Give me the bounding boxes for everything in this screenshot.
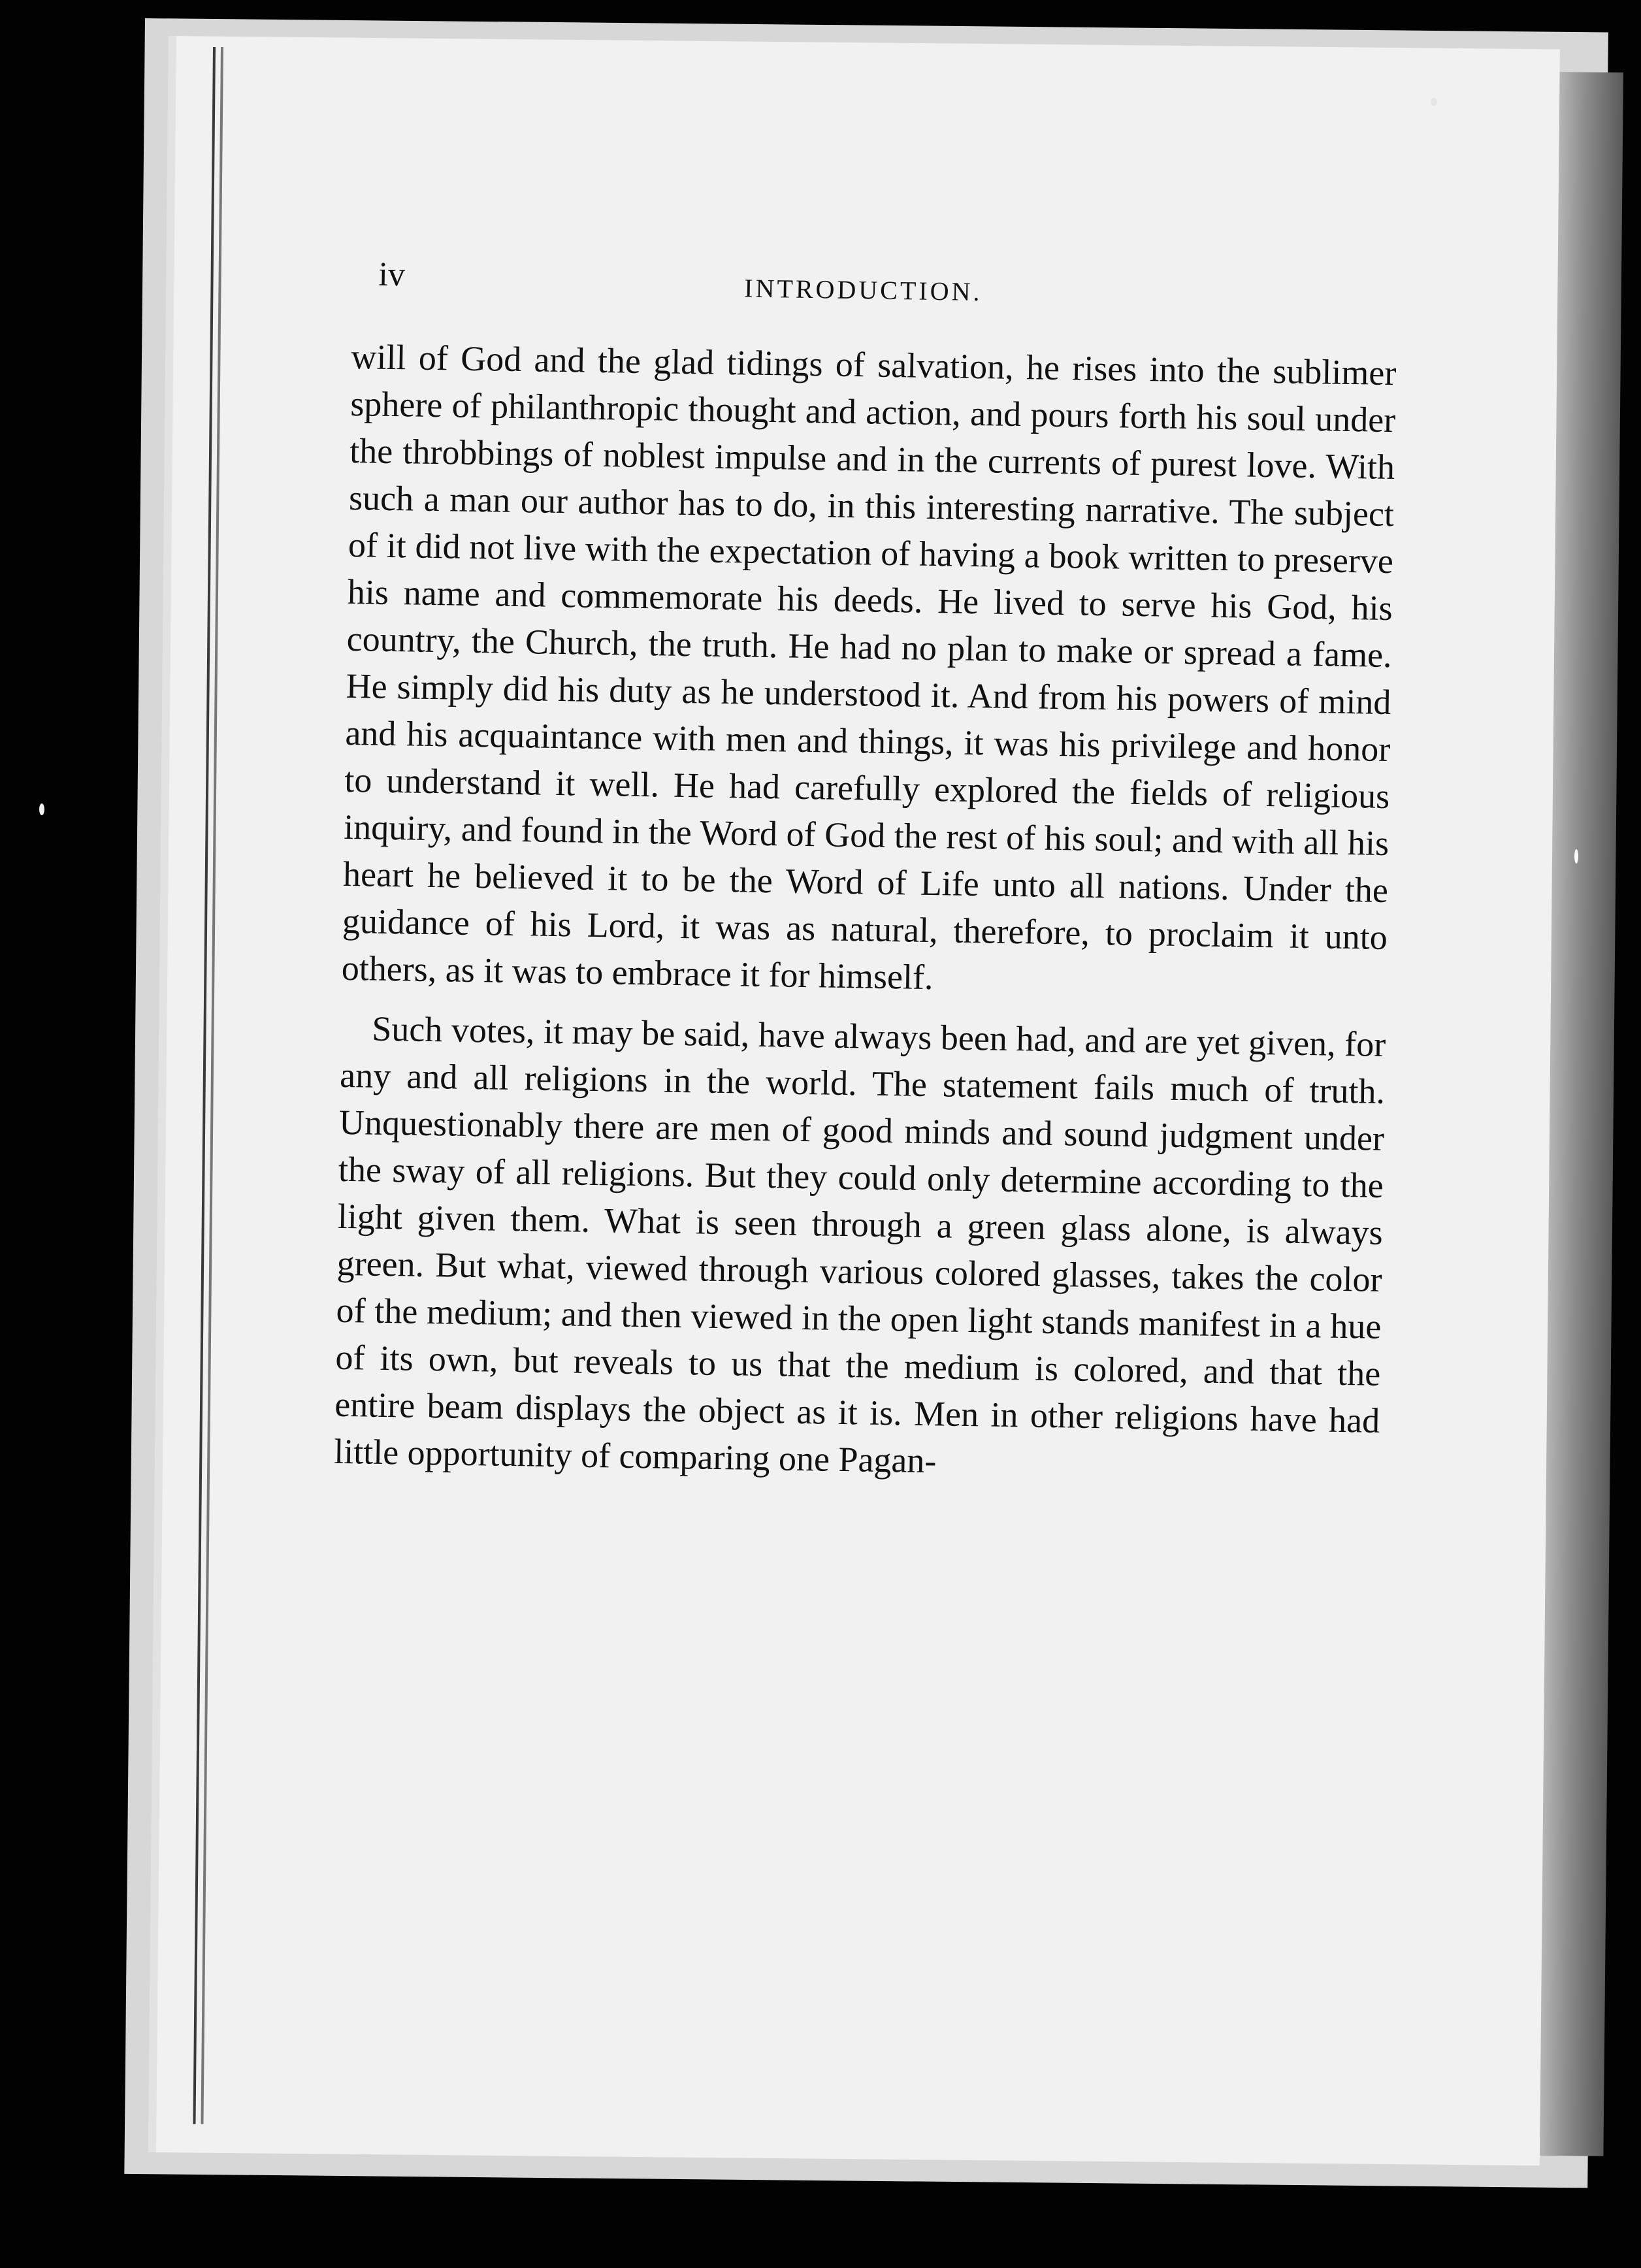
dust-speck [1574, 849, 1578, 864]
dust-speck [1431, 98, 1437, 106]
page-header [351, 255, 1398, 349]
paragraph: will of God and the glad tidings of salvation, he rises into the sublimer sphere of philanthropic thought and action, and pours forth his soul under the throbbings of noblest impulse and in the currents of purest love. With such a man our author has to do, in this interesting narrative. The subject of it did not live with the expectation of having a book written to preserve his name and commemorate his deeds. He lived to serve his God, his country, the Church, the truth. He had no plan to make or spread a fame. He simply did his duty as he understood it. And from his powers of mind and his acquaintance with men and things, it was his privilege and honor to understand it well. He had carefully explored the fields of religious inquiry, and found in the Word of God the rest of his soul; and with all his heart he believed it to be the Word of Life unto all nations. Under the guidance of his Lord, it was as natural, therefore, to proclaim it unto others, as it was to embrace it for himself. [341, 336, 1397, 997]
page-number: iv [378, 255, 406, 294]
running-head: INTRODUCTION. [743, 273, 983, 307]
paragraph: Such votes, it may be said, have always been had, and are yet given, for any and all religions in the world. The statement fails much of truth. Unquestionably there are men of good minds and sound judgment under the sway of all religions. But they could only determine according to the light given them. What is seen through a green glass alone, is always green. But what, viewed through various colored glasses, takes the color of the medium; and then viewed in the open light stands manifest in a hue of its own, but reveals to us that the medium is colored, and that the entire beam displays the object as it is. Men in other religions have had little opportunity of comparing one Pagan- [333, 1009, 1386, 1481]
body-text [334, 333, 1397, 1491]
text-block [334, 255, 1398, 1491]
dust-speck [39, 803, 44, 815]
